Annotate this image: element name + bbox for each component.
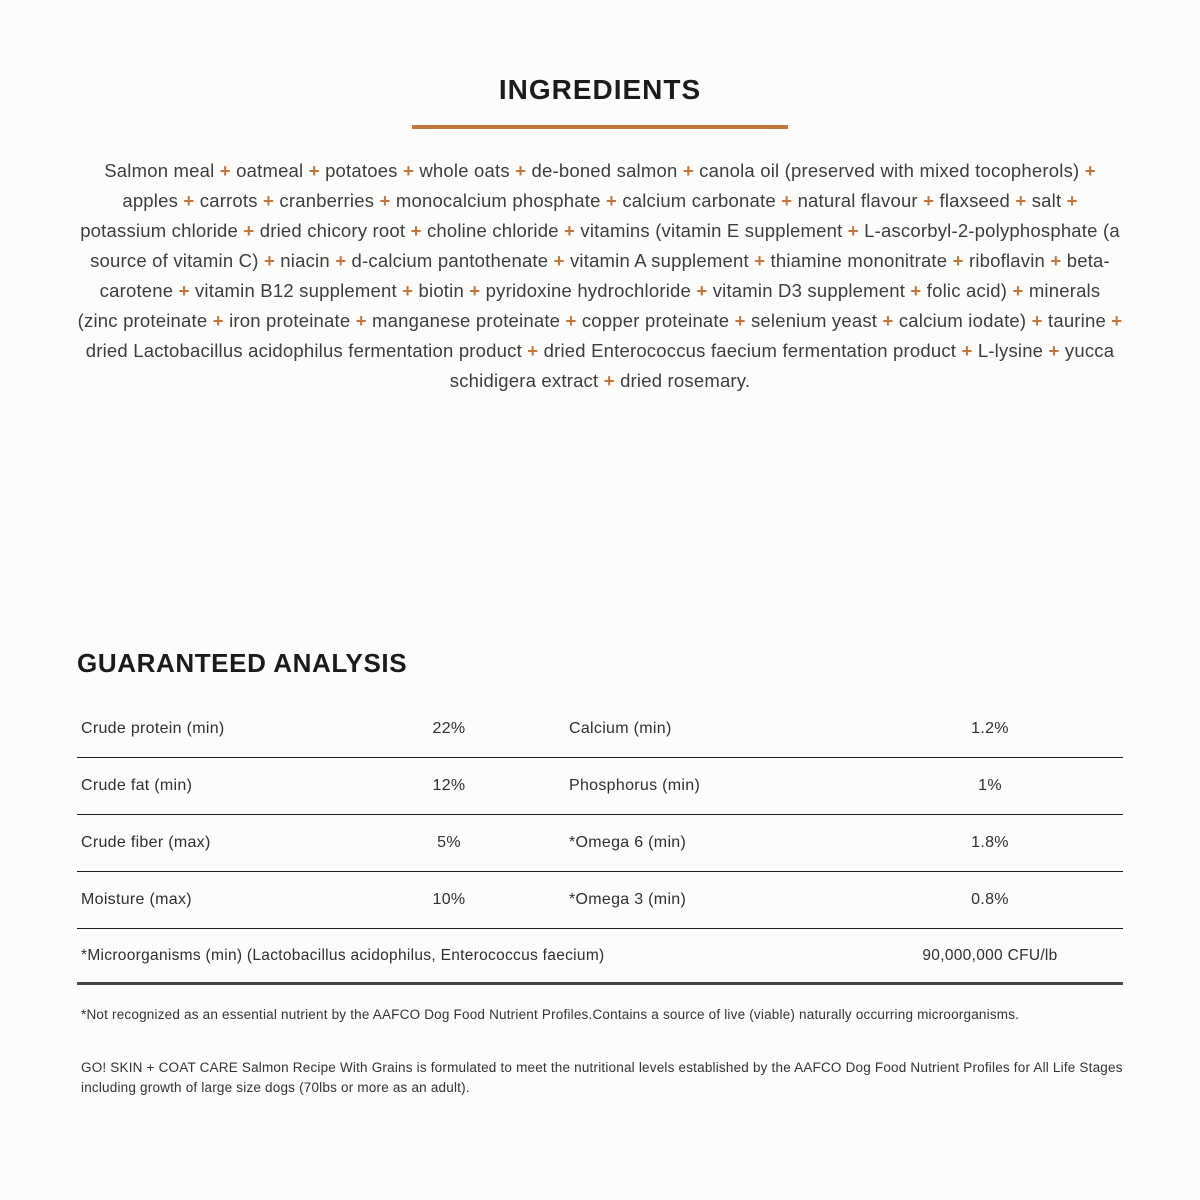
nutrient-value: 12% [432, 777, 466, 794]
plus-separator: + [183, 190, 195, 211]
plus-separator: + [781, 190, 793, 211]
plus-separator: + [923, 190, 935, 211]
nutrient-value: 0.8% [971, 891, 1009, 908]
plus-separator: + [754, 250, 766, 271]
plus-separator: + [243, 220, 255, 241]
plus-separator: + [1048, 340, 1060, 361]
plus-separator: + [410, 220, 422, 241]
nutrient-label: Calcium (min) [569, 720, 672, 737]
plus-separator: + [212, 310, 224, 331]
plus-separator: + [565, 310, 577, 331]
guaranteed-analysis-title: GUARANTEED ANALYSIS [77, 648, 408, 678]
plus-separator: + [402, 160, 414, 181]
plus-separator: + [355, 310, 367, 331]
plus-separator: + [1031, 310, 1043, 331]
plus-separator: + [1015, 190, 1027, 211]
nutrient-value: 5% [437, 834, 461, 851]
plus-separator: + [910, 280, 922, 301]
plus-separator: + [219, 160, 231, 181]
plus-separator: + [605, 190, 617, 211]
nutrient-value: 22% [432, 720, 466, 737]
nutrient-value: 90,000,000 CFU/lb [922, 946, 1058, 964]
table-row [77, 758, 1123, 815]
nutrient-label: *Omega 3 (min) [569, 891, 687, 908]
plus-separator: + [882, 310, 894, 331]
plus-separator: + [696, 280, 708, 301]
nutrient-label: Crude fiber (max) [81, 834, 211, 851]
nutrient-label: Crude protein (min) [81, 720, 225, 737]
table-row [77, 872, 1123, 929]
plus-separator: + [734, 310, 746, 331]
plus-separator: + [335, 250, 347, 271]
guaranteed-analysis-table [77, 701, 1123, 985]
plus-separator: + [1050, 250, 1062, 271]
nutrient-value: 1% [978, 777, 1002, 794]
plus-separator: + [379, 190, 391, 211]
plus-separator: + [515, 160, 527, 181]
plus-separator: + [263, 190, 275, 211]
plus-separator: + [603, 370, 615, 391]
ingredients-title: INGREDIENTS [498, 74, 702, 105]
table-row [77, 815, 1123, 872]
plus-separator: + [553, 250, 565, 271]
plus-separator: + [682, 160, 694, 181]
nutrient-label: Crude fat (min) [81, 777, 193, 794]
plus-separator: + [847, 220, 859, 241]
nutrient-value: 1.8% [971, 834, 1009, 851]
plus-separator: + [564, 220, 576, 241]
ingredients-text: Salmon meal + oatmeal + potatoes + whole oats + de-boned salmon + canola oil (preserved with mixed tocopherols) + apples + carrots + cranberries + monocalcium phosphate + calcium carbonate + natural flavour + flaxseed + salt + potassium chloride + dried chicory root + choline chloride + vitamins (vitamin E supplement + L-ascorbyl-2-polyphosphate (a source of vitamin C) + niacin + d-calcium pantothenate + vitamin A supplement + thiamine mononitrate + riboflavin + beta-carotene + vitamin B12 supplement + biotin + pyridoxine hydrochloride + vitamin D3 supplement + folic acid) + minerals (zinc proteinate + iron proteinate + manganese proteinate + copper proteinate + selenium yeast + calcium iodate) + taurine + dried Lactobacillus acidophilus fermentation product + dried Enterococcus faecium fermentation product + L-lysine + yucca schidigera extract + dried rosemary. [77, 160, 1123, 391]
aafco-statement: GO! SKIN + COAT CARE Salmon Recipe With Grains is formulated to meet the nutritional levels established by the AAFCO Dog Food Nutrient Profiles for All Life Stages including growth of large size dogs (70lbs or more as an adult). [81, 1060, 1123, 1095]
label-content [77, 74, 1123, 1098]
nutrient-label: Moisture (max) [81, 891, 192, 908]
nutrient-value: 1.2% [971, 720, 1009, 737]
plus-separator: + [178, 280, 190, 301]
table-row-microorganisms [77, 929, 1123, 985]
nutrient-label: *Microorganisms (min) (Lactobacillus acidophilus, Enterococcus faecium) [81, 946, 605, 964]
plus-separator: + [1012, 280, 1024, 301]
plus-separator: + [402, 280, 414, 301]
plus-separator: + [961, 340, 973, 361]
table-row [77, 701, 1123, 758]
plus-separator: + [308, 160, 320, 181]
plus-separator: + [1111, 310, 1123, 331]
nutrient-label: *Omega 6 (min) [569, 834, 687, 851]
nutrient-value: 10% [432, 891, 466, 908]
plus-separator: + [263, 250, 275, 271]
ingredients-title-rule [412, 125, 788, 129]
plus-separator: + [1084, 160, 1096, 181]
plus-separator: + [952, 250, 964, 271]
analysis-footnote: *Not recognized as an essential nutrient by the AAFCO Dog Food Nutrient Profiles.Contains a source of live (viable) naturally occurring microorganisms. [81, 1007, 1020, 1022]
plus-separator: + [527, 340, 539, 361]
plus-separator: + [469, 280, 481, 301]
nutrient-label: Phosphorus (min) [569, 777, 701, 794]
plus-separator: + [1066, 190, 1078, 211]
